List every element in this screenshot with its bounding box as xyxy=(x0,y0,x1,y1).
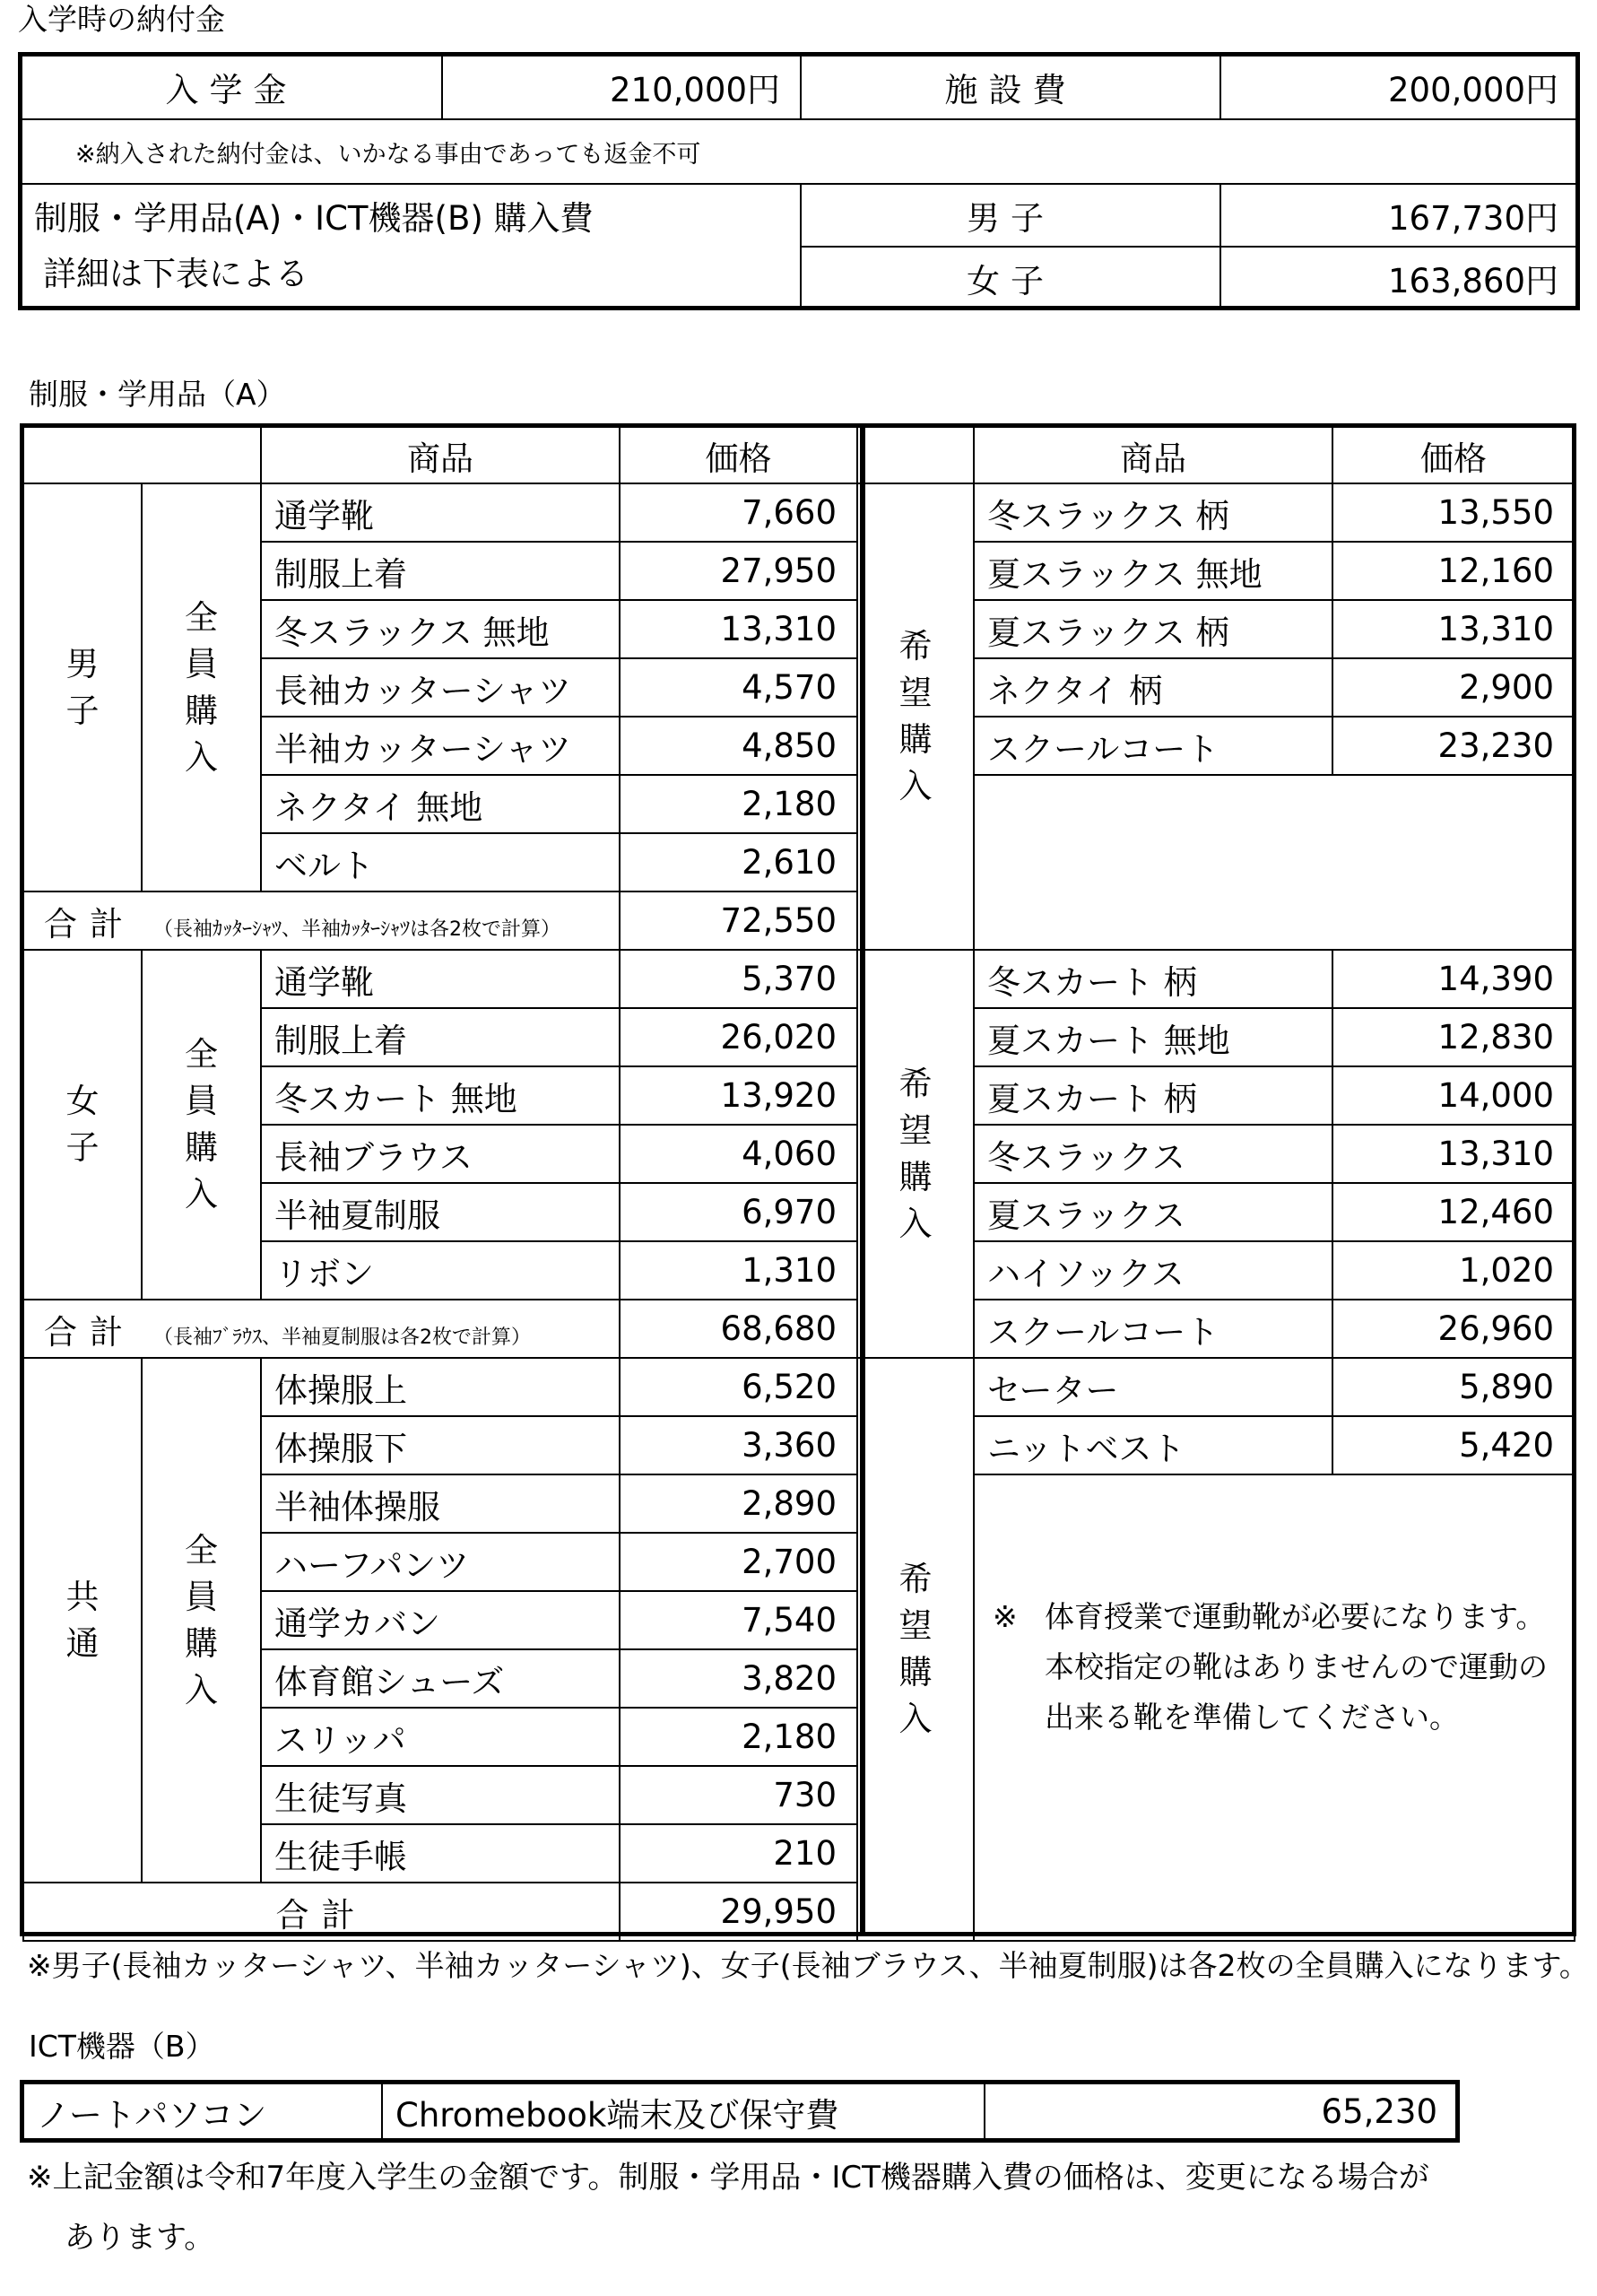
female-required-label-text: 全員購入 xyxy=(185,1035,218,1213)
female-optional-name: 夏スラックス xyxy=(974,1183,1332,1241)
male-total-label xyxy=(23,891,620,950)
header-price-left: 価格 xyxy=(620,427,857,483)
ict-table xyxy=(22,2083,1459,2141)
female-item-price: 26,020 xyxy=(620,1008,857,1066)
common-optional-name: ニットベスト xyxy=(974,1416,1332,1474)
female-optional-name: スクールコート xyxy=(974,1300,1332,1358)
common-optional-price: 5,890 xyxy=(1332,1358,1575,1416)
common-item-name: 体操服下 xyxy=(261,1416,620,1474)
male-optional-name: スクールコート xyxy=(974,717,1332,775)
male-item-name: 制服上着 xyxy=(261,542,620,600)
common-optional-blank xyxy=(974,1474,1575,1941)
ict-heading: ICT機器（B） xyxy=(29,2029,215,2064)
common-total-value: 29,950 xyxy=(620,1883,857,1941)
male-item-price: 13,310 xyxy=(620,600,857,658)
male-total-text: 合計 xyxy=(44,904,135,944)
common-item-price: 730 xyxy=(620,1766,857,1824)
male-optional-name: 夏スラックス 柄 xyxy=(974,600,1332,658)
pe-note-line1 xyxy=(993,1592,1556,1642)
female-optional-price: 13,310 xyxy=(1332,1125,1575,1183)
female-required-label xyxy=(142,950,261,1300)
male-required-label-text: 全員購入 xyxy=(185,597,218,777)
common-item-name: ハーフパンツ xyxy=(261,1533,620,1591)
common-group-label-text: 共通 xyxy=(65,1577,100,1663)
male-group-label-text: 男子 xyxy=(65,644,100,730)
female-total-label xyxy=(23,1300,620,1358)
female-total-value: 68,680 xyxy=(620,1300,857,1358)
final-note-line1: ※上記金額は令和7年度入学生の金額です。制服・学用品・ICT機器購入費の価格は、変更になる場合が xyxy=(27,2160,1429,2196)
facility-fee-value: 200,000円 xyxy=(1220,55,1579,119)
male-item-name: 半袖カッターシャツ xyxy=(261,717,620,775)
female-optional-price: 12,830 xyxy=(1332,1008,1575,1066)
common-optional-label-text: 希望購入 xyxy=(898,1560,933,1738)
male-optional-label-text: 希望購入 xyxy=(898,627,933,805)
refund-note: ※納入された納付金は、いかなる事由であっても返金不可 xyxy=(21,119,1579,184)
male-optional-name: 夏スラックス 無地 xyxy=(974,542,1332,600)
common-required-label xyxy=(142,1358,261,1883)
uniform-heading: 制服・学用品（A） xyxy=(29,377,286,412)
male-total-note: （長袖ｶｯﾀｰｼｬﾂ、半袖ｶｯﾀｰｼｬﾂは各2枚で計算） xyxy=(153,918,560,941)
female-item-name: 長袖ブラウス xyxy=(261,1125,620,1183)
common-item-name: 通学カバン xyxy=(261,1591,620,1649)
male-item-price: 4,850 xyxy=(620,717,857,775)
male-optional-label xyxy=(857,483,974,950)
male-optional-price: 23,230 xyxy=(1332,717,1575,775)
female-item-name: リボン xyxy=(261,1241,620,1300)
common-item-price: 6,520 xyxy=(620,1358,857,1416)
common-group-label xyxy=(23,1358,142,1883)
common-optional-label xyxy=(857,1358,974,1941)
pe-note-line3: 出来る靴を準備してください。 xyxy=(1045,1700,1459,1735)
female-item-name: 半袖夏制服 xyxy=(261,1183,620,1241)
ict-description: Chromebook端末及び保守費 xyxy=(382,2083,985,2140)
ict-price: 65,230 xyxy=(985,2083,1458,2140)
pe-note-line2: 本校指定の靴はありませんので運動の xyxy=(1045,1649,1548,1684)
female-item-name: 制服上着 xyxy=(261,1008,620,1066)
final-note-line2: あります。 xyxy=(65,2220,215,2256)
female-optional-name: 夏スカート 柄 xyxy=(974,1066,1332,1125)
common-item-name: 生徒手帳 xyxy=(261,1824,620,1883)
female-item-name: 冬スカート 無地 xyxy=(261,1066,620,1125)
male-group-label xyxy=(23,483,142,891)
purchase-cost-line1: 制服・学用品(A)・ICT機器(B) 購入費 xyxy=(34,199,594,238)
common-total-text: 合計 xyxy=(275,1895,368,1935)
common-required-label-text: 全員購入 xyxy=(185,1530,218,1709)
header-price-right: 価格 xyxy=(1332,427,1575,483)
header-item-right: 商品 xyxy=(974,427,1332,483)
male-optional-price: 2,900 xyxy=(1332,658,1575,717)
male-item-price: 7,660 xyxy=(620,483,857,542)
male-item-price: 2,610 xyxy=(620,833,857,891)
common-item-price: 3,360 xyxy=(620,1416,857,1474)
male-optional-price: 13,550 xyxy=(1332,483,1575,542)
common-item-price: 2,180 xyxy=(620,1708,857,1766)
pe-note-text1: 体育授業で運動靴が必要になります。 xyxy=(1045,1599,1546,1634)
male-optional-blank xyxy=(974,775,1575,950)
female-optional-price: 12,460 xyxy=(1332,1183,1575,1241)
female-item-price: 4,060 xyxy=(620,1125,857,1183)
entrance-fee-value: 210,000円 xyxy=(442,55,801,119)
fees-table xyxy=(20,54,1580,310)
common-item-price: 210 xyxy=(620,1824,857,1883)
common-item-name: スリッパ xyxy=(261,1708,620,1766)
male-total-value: 72,550 xyxy=(620,891,857,950)
female-optional-price: 14,390 xyxy=(1332,950,1575,1008)
male-item-name: 通学靴 xyxy=(261,483,620,542)
common-item-name: 生徒写真 xyxy=(261,1766,620,1824)
male-item-name: ベルト xyxy=(261,833,620,891)
uniform-table xyxy=(22,426,1575,1942)
female-optional-price: 1,020 xyxy=(1332,1241,1575,1300)
female-item-price: 5,370 xyxy=(620,950,857,1008)
entrance-fee-label: 入学金 xyxy=(21,55,442,119)
common-item-price: 3,820 xyxy=(620,1649,857,1708)
female-cost-label: 女子 xyxy=(801,247,1220,309)
male-optional-name: ネクタイ 柄 xyxy=(974,658,1332,717)
female-total-text: 合計 xyxy=(44,1312,135,1352)
female-item-price: 1,310 xyxy=(620,1241,857,1300)
common-optional-name: セーター xyxy=(974,1358,1332,1416)
female-cost-value: 163,860円 xyxy=(1220,247,1579,309)
male-optional-price: 12,160 xyxy=(1332,542,1575,600)
female-item-name: 通学靴 xyxy=(261,950,620,1008)
male-item-price: 4,570 xyxy=(620,658,857,717)
uniform-footnote: ※男子(長袖カッターシャツ、半袖カッターシャツ)、女子(長袖ブラウス、半袖夏制服)は各2枚の全員購入になります。 xyxy=(27,1948,1589,1983)
female-group-label-text: 女子 xyxy=(65,1082,100,1167)
male-item-name: ネクタイ 無地 xyxy=(261,775,620,833)
male-item-price: 27,950 xyxy=(620,542,857,600)
female-optional-name: 冬スラックス xyxy=(974,1125,1332,1183)
purchase-cost-line2: 詳細は下表による xyxy=(43,255,308,293)
female-optional-label xyxy=(857,950,974,1358)
male-optional-name: 冬スラックス 柄 xyxy=(974,483,1332,542)
female-total-note: （長袖ﾌﾞﾗｳｽ、半袖夏制服は各2枚で計算） xyxy=(153,1326,531,1349)
female-optional-price: 26,960 xyxy=(1332,1300,1575,1358)
male-required-label xyxy=(142,483,261,891)
female-optional-label-text: 希望購入 xyxy=(898,1064,933,1243)
fees-heading: 入学時の納付金 xyxy=(18,2,225,37)
female-item-price: 13,920 xyxy=(620,1066,857,1125)
male-cost-value: 167,730円 xyxy=(1220,184,1579,247)
common-item-name: 体操服上 xyxy=(261,1358,620,1416)
purchase-cost-label xyxy=(21,184,801,309)
common-item-name: 体育館シューズ xyxy=(261,1649,620,1708)
female-item-price: 6,970 xyxy=(620,1183,857,1241)
male-cost-label: 男子 xyxy=(801,184,1220,247)
male-item-name: 長袖カッターシャツ xyxy=(261,658,620,717)
common-optional-price: 5,420 xyxy=(1332,1416,1575,1474)
common-item-price: 2,890 xyxy=(620,1474,857,1533)
male-optional-price: 13,310 xyxy=(1332,600,1575,658)
male-item-name: 冬スラックス 無地 xyxy=(261,600,620,658)
female-optional-name: 冬スカート 柄 xyxy=(974,950,1332,1008)
female-optional-name: 夏スカート 無地 xyxy=(974,1008,1332,1066)
header-item-left: 商品 xyxy=(261,427,620,483)
female-optional-name: ハイソックス xyxy=(974,1241,1332,1300)
male-item-price: 2,180 xyxy=(620,775,857,833)
common-item-price: 7,540 xyxy=(620,1591,857,1649)
pe-note-mark: ※ xyxy=(993,1599,1018,1634)
common-item-price: 2,700 xyxy=(620,1533,857,1591)
facility-fee-label: 施設費 xyxy=(801,55,1220,119)
header-blank-right xyxy=(857,427,974,483)
header-blank-left xyxy=(23,427,261,483)
ict-item: ノートパソコン xyxy=(23,2083,382,2140)
female-optional-price: 14,000 xyxy=(1332,1066,1575,1125)
common-total-label xyxy=(23,1883,620,1941)
common-item-name: 半袖体操服 xyxy=(261,1474,620,1533)
female-group-label xyxy=(23,950,142,1300)
